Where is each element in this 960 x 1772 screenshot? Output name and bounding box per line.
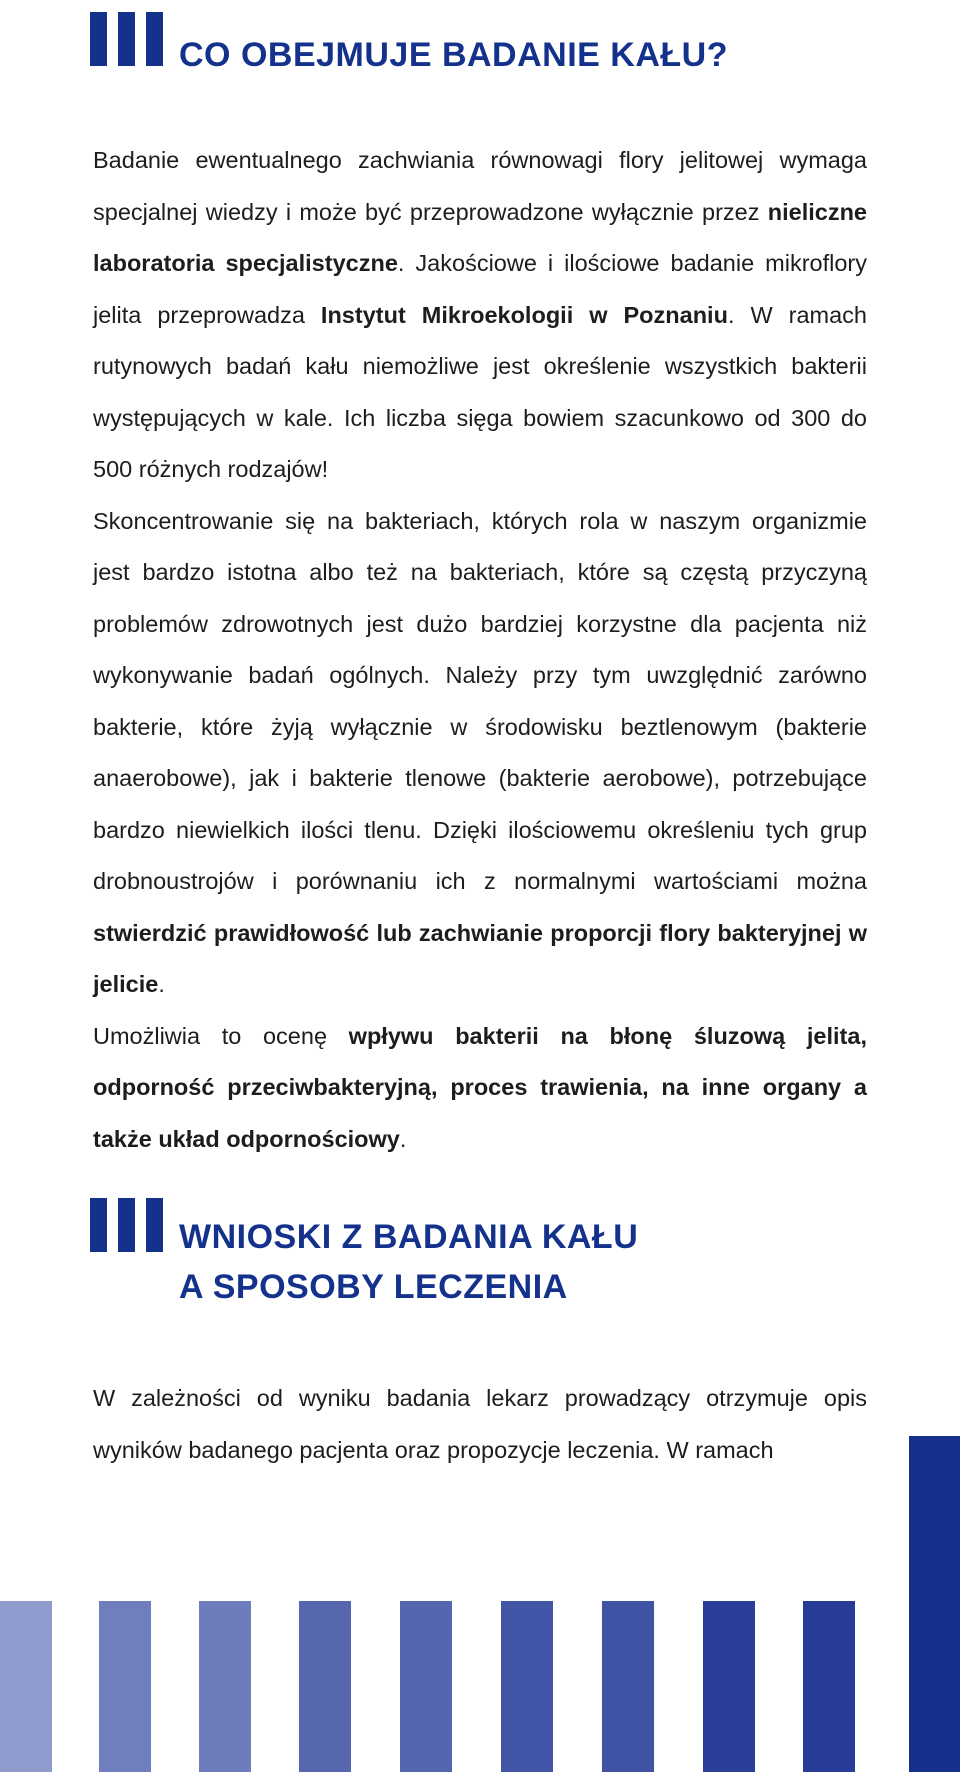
- heading-bar: [118, 12, 135, 66]
- text-run: . Jakościowe i ilościowe badanie mikroflory jelita przeprowadza: [93, 250, 867, 328]
- decorative-stripe: [703, 1601, 755, 1772]
- section-heading-1: [90, 12, 728, 80]
- heading-bar: [146, 12, 163, 66]
- paragraph: [93, 135, 867, 496]
- heading-bars-icon: [90, 12, 163, 66]
- section-1-body: [93, 135, 867, 1165]
- paragraph: [93, 496, 867, 1011]
- section-title: CO OBEJMUJE BADANIE KAŁU?: [179, 36, 728, 74]
- text-run: .: [399, 1125, 407, 1152]
- section-title-line-1: WNIOSKI Z BADANIA KAŁU: [179, 1218, 639, 1256]
- decorative-side-bar: [909, 1436, 960, 1772]
- section-heading-2: [90, 1198, 638, 1312]
- decorative-stripes: [0, 1601, 960, 1772]
- section-title-line-2: A SPOSOBY LECZENIA: [179, 1268, 568, 1306]
- decorative-stripe: [803, 1601, 855, 1772]
- heading-bar: [90, 1198, 107, 1252]
- decorative-stripe: [0, 1601, 52, 1772]
- text-run: Skoncentrowanie się na bakteriach, których rola w naszym organizmie jest bardzo istotna albo też na bakteriach, które są częstą przyczyną problemów zdrowotnych jest dużo bardziej korzystne dla pacjenta niż wykonywanie badań ogólnych. Należy przy tym uwzględnić zarówno bakterie, które żyją wyłącznie w środowisku beztlenowym (bakterie anaerobowe), jak i bakterie tlenowe (bakterie aerobowe), potrzebujące bardzo niewielkich ilości tlenu. Dzięki ilościowemu określeniu tych grup drobnoustrojów i porównaniu ich z normalnymi wartościami można: [93, 507, 867, 894]
- decorative-stripe: [99, 1601, 151, 1772]
- emphasis-text: wpływu bakterii na błonę śluzową jelita, odporność przeciwbakteryjną, proces trawienia, na inne organy a także układ odpornościowy: [93, 1022, 867, 1152]
- emphasis-text: nieliczne laboratoria specjalistyczne: [93, 198, 867, 276]
- decorative-stripe: [602, 1601, 654, 1772]
- emphasis-text: stwierdzić prawidłowość lub zachwianie proporcji flory bakteryjnej w jelicie: [93, 919, 867, 997]
- decorative-stripe: [199, 1601, 251, 1772]
- decorative-stripe: [299, 1601, 351, 1772]
- heading-bar: [146, 1198, 163, 1252]
- decorative-stripe: [400, 1601, 452, 1772]
- text-run: . W ramach rutynowych badań kału niemożliwe jest określenie wszystkich bakterii występujących w kale. Ich liczba sięga bowiem szacunkowo od 300 do 500 różnych rodzajów!: [93, 301, 867, 482]
- decorative-stripe: [501, 1601, 553, 1772]
- paragraph: [93, 1011, 867, 1166]
- section-title: [179, 1198, 638, 1312]
- section-2-body: [93, 1373, 867, 1476]
- paragraph: [93, 1373, 867, 1476]
- heading-bar: [118, 1198, 135, 1252]
- emphasis-text: Instytut Mikroekologii w Poznaniu: [320, 301, 728, 328]
- heading-bars-icon: [90, 1198, 163, 1252]
- text-run: .: [158, 971, 165, 997]
- text-run: Badanie ewentualnego zachwiania równowagi flory jelitowej wymaga specjalnej wiedzy i może być przeprowadzone wyłącznie przez: [93, 147, 867, 225]
- heading-bar: [90, 12, 107, 66]
- text-run: Umożliwia to ocenę: [93, 1022, 349, 1049]
- text-run: W zależności od wyniku badania lekarz prowadzący otrzymuje opis wyników badanego pacjenta oraz propozycje leczenia. W ramach: [93, 1385, 867, 1463]
